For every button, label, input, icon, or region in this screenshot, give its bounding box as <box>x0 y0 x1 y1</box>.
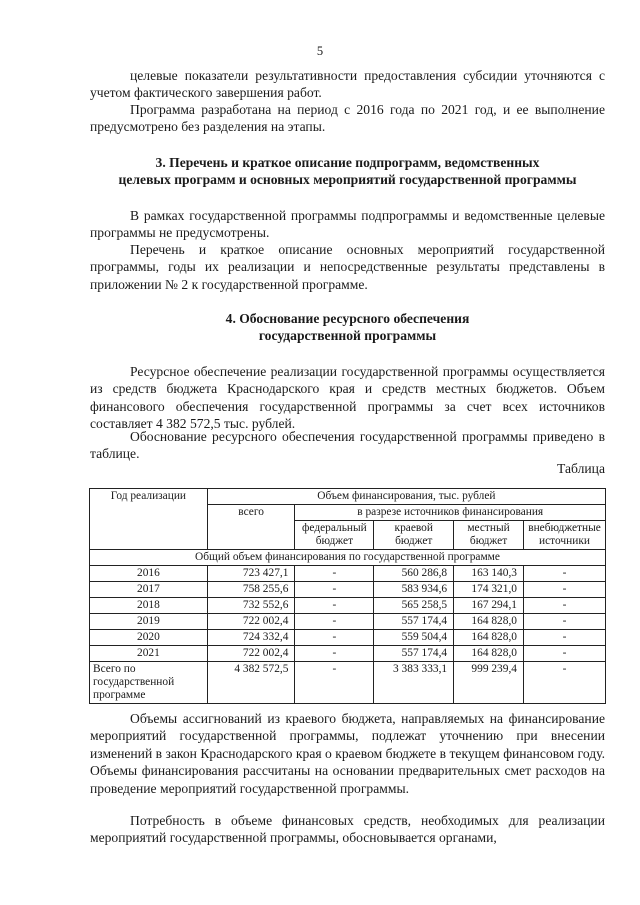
local-cell: 999 239,4 <box>454 662 524 704</box>
header-extra: внебюджетные источники <box>523 521 605 550</box>
year-cell: 2021 <box>90 646 208 662</box>
regional-cell: 559 504,4 <box>374 630 454 646</box>
header-volume: Объем финансирования, тыс. рублей <box>207 489 605 505</box>
page-number: 5 <box>316 44 324 58</box>
table-row <box>90 598 606 614</box>
header-total: всего <box>207 505 295 550</box>
total-cell: 722 002,4 <box>207 614 295 630</box>
total-cell: 724 332,4 <box>207 630 295 646</box>
paragraph-main-measures: Перечень и краткое описание основных мероприятий государственной программы, годы их реализации и непосредственные результаты представлены в приложении № 2 к государственной программе. <box>90 242 605 292</box>
table-total-row <box>90 662 606 704</box>
regional-cell: 557 174,4 <box>374 614 454 630</box>
table-row <box>90 646 606 662</box>
header-federal: федеральный бюджет <box>295 521 374 550</box>
year-cell: 2019 <box>90 614 208 630</box>
extra-cell: - <box>523 630 605 646</box>
year-cell: 2018 <box>90 598 208 614</box>
federal-cell: - <box>295 646 374 662</box>
header-year: Год реализации <box>90 489 208 550</box>
regional-cell: 565 258,5 <box>374 598 454 614</box>
total-cell: 722 002,4 <box>207 646 295 662</box>
total-cell: 758 255,6 <box>207 582 295 598</box>
section-label: Общий объем финансирования по государственной программе <box>90 550 606 566</box>
local-cell: 164 828,0 <box>454 646 524 662</box>
table-label: Таблица <box>557 461 605 476</box>
total-cell: 732 552,6 <box>207 598 295 614</box>
paragraph-no-subprograms: В рамках государственной программы подпрограммы и ведомственные целевые программы не предусмотрены. <box>90 208 605 241</box>
header-by-sources: в разрезе источников финансирования <box>295 505 606 521</box>
section-4-heading <box>80 310 615 345</box>
table-row <box>90 566 606 582</box>
regional-cell: 583 934,6 <box>374 582 454 598</box>
extra-cell: - <box>523 566 605 582</box>
table-row <box>90 582 606 598</box>
extra-cell: - <box>523 614 605 630</box>
regional-cell: 560 286,8 <box>374 566 454 582</box>
local-cell: 167 294,1 <box>454 598 524 614</box>
paragraph-justification: Обоснование ресурсного обеспечения государственной программы приведено в таблице. <box>90 429 605 462</box>
extra-cell: - <box>523 598 605 614</box>
federal-cell: - <box>295 662 374 704</box>
year-cell: 2017 <box>90 582 208 598</box>
table-row <box>90 630 606 646</box>
total-row-label: Всего по государственной программе <box>90 662 208 704</box>
extra-cell: - <box>523 662 605 704</box>
year-cell: 2020 <box>90 630 208 646</box>
extra-cell: - <box>523 646 605 662</box>
regional-cell: 3 383 333,1 <box>374 662 454 704</box>
section-3-heading <box>80 154 615 189</box>
paragraph-allocations: Объемы ассигнований из краевого бюджета, направляемых на финансирование мероприятий государственной программы, подлежат уточнению при внесении изменений в закон Краснодарского края о краевом бюджете в текущем финансовом году. Объемы финансирования рассчитаны на основании предварительных смет расходов на проведение мероприятий государственной программы. <box>90 711 605 796</box>
table-section-row <box>90 550 606 566</box>
local-cell: 174 321,0 <box>454 582 524 598</box>
paragraph-subsidy-targets: целевые показатели результативности предоставления субсидии уточняются с учетом фактического завершения работ. <box>90 68 605 101</box>
financing-table <box>89 488 606 704</box>
regional-cell: 557 174,4 <box>374 646 454 662</box>
extra-cell: - <box>523 582 605 598</box>
local-cell: 164 828,0 <box>454 614 524 630</box>
table-row <box>90 614 606 630</box>
section-4-heading-line-2: государственной программы <box>258 328 437 344</box>
paragraph-program-period: Программа разработана на период с 2016 года по 2021 год, и ее выполнение предусмотрено без разделения на этапы. <box>90 102 605 135</box>
section-4-heading-line-1: 4. Обоснование ресурсного обеспечения <box>225 311 470 326</box>
federal-cell: - <box>295 598 374 614</box>
local-cell: 164 828,0 <box>454 630 524 646</box>
total-cell: 723 427,1 <box>207 566 295 582</box>
header-regional: краевой бюджет <box>374 521 454 550</box>
federal-cell: - <box>295 582 374 598</box>
federal-cell: - <box>295 614 374 630</box>
paragraph-resource-provision: Ресурсное обеспечение реализации государственной программы осуществляется из средств бюджета Краснодарского края и средств местных бюджетов. Объем финансового обеспечения государственной программы за счет всех источников составляет 4 382 572,5 тыс. рублей. <box>90 364 605 432</box>
year-cell: 2016 <box>90 566 208 582</box>
federal-cell: - <box>295 630 374 646</box>
header-local: местный бюджет <box>454 521 524 550</box>
section-3-heading-line-2: целевых программ и основных мероприятий государственной программы <box>118 172 577 188</box>
table-header-row <box>90 489 606 505</box>
section-3-heading-line-1: 3. Перечень и краткое описание подпрограмм, ведомственных <box>155 155 540 170</box>
local-cell: 163 140,3 <box>454 566 524 582</box>
federal-cell: - <box>295 566 374 582</box>
paragraph-funding-need: Потребность в объеме финансовых средств, необходимых для реализации мероприятий государственной программы, обосновывается органами, <box>90 813 605 846</box>
total-cell: 4 382 572,5 <box>207 662 295 704</box>
